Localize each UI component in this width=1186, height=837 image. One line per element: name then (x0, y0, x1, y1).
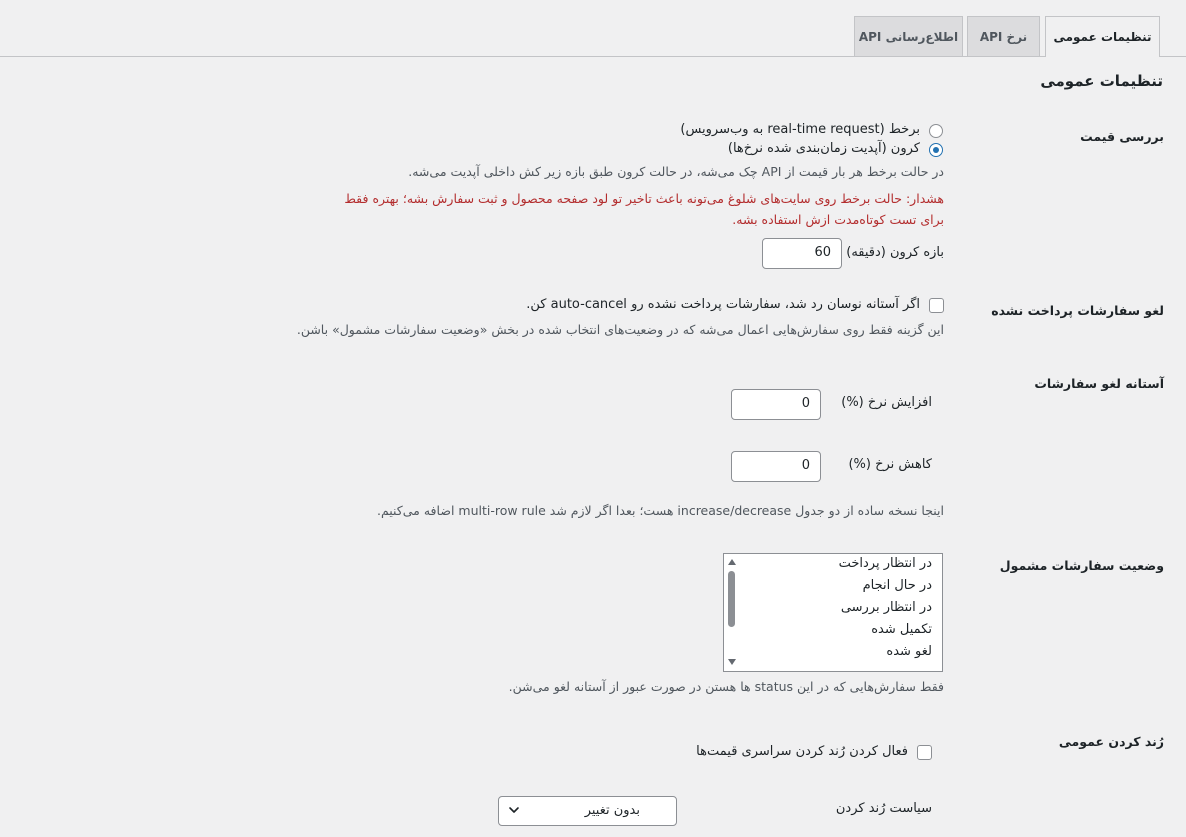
price-check-warning-line2: برای تست کوتاه‌مدت ازش استفاده بشه. (732, 212, 944, 227)
tab-rate-api[interactable]: API نرخ (967, 16, 1040, 56)
cron-interval-label: بازه کرون (دقیقه) (846, 245, 944, 260)
scroll-up-icon[interactable] (728, 559, 736, 565)
global-rounding-checkbox-label[interactable]: فعال کردن رُند کردن سراسری قیمت‌ها (696, 744, 908, 759)
price-check-description: در حالت برخط هر بار قیمت از API چک می‌شه، در حالت کرون طبق بازه زیر کش داخلی آپدیت می‌شه. (408, 164, 944, 179)
unpaid-cancel-description: این گزینه فقط روی سفارش‌هایی اعمال می‌شه که در وضعیت‌های انتخاب شده در بخش «وضعیت سفارشات مشمول» باشن. (296, 322, 944, 337)
rounding-label: رُند کردن عمومی (1058, 734, 1164, 749)
statuses-label: وضعیت سفارشات مشمول (999, 558, 1164, 573)
auto-cancel-checkbox[interactable] (929, 298, 944, 313)
unpaid-cancel-label: لغو سفارشات پرداخت نشده (991, 303, 1164, 318)
cron-interval-input[interactable]: 60 (762, 238, 842, 269)
price-check-warning-line1: هشدار: حالت برخط روی سایت‌های شلوغ می‌تونه باعث تاخیر تو لود صفحه محصول و ثبت سفارش بشه؛ بهتره فقط (344, 191, 944, 206)
price-check-label: بررسی قیمت (1080, 129, 1164, 144)
cron-option-label[interactable]: کرون (آپدیت زمان‌بندی شده نرخ‌ها) (727, 141, 920, 156)
page-title: تنظیمات عمومی (1040, 72, 1163, 90)
realtime-option-label[interactable]: برخط (real-time request به وب‌سرویس) (680, 122, 920, 137)
chevron-down-icon (508, 804, 520, 816)
threshold-description: اینجا نسخه ساده از دو جدول increase/decrease هست؛ بعدا اگر لازم شد multi-row rule اضافه می‌کنیم. (376, 503, 944, 518)
listbox-scrollbar[interactable] (724, 554, 738, 671)
rounding-policy-select[interactable] (498, 796, 677, 826)
statuses-multiselect[interactable] (723, 553, 943, 672)
status-option[interactable]: لغو شده (886, 644, 932, 659)
statuses-description: فقط سفارش‌هایی که در این status ها هستن در صورت عبور از آستانه لغو می‌شن. (508, 679, 944, 694)
decrease-rate-label: کاهش نرخ (%) (848, 457, 932, 472)
rounding-policy-label: سیاست رُند کردن (835, 801, 932, 816)
realtime-radio[interactable] (929, 124, 943, 138)
auto-cancel-checkbox-label[interactable]: اگر آستانه نوسان رد شد، سفارشات پرداخت نشده رو auto-cancel کن. (526, 297, 920, 312)
global-rounding-checkbox[interactable] (917, 745, 932, 760)
rounding-policy-value: بدون تغییر (584, 803, 640, 818)
tabs-divider (0, 56, 1186, 57)
status-option[interactable]: در حال انجام (862, 578, 932, 593)
status-option[interactable]: در انتظار پرداخت (838, 556, 932, 571)
threshold-label: آستانه لغو سفارشات (1034, 376, 1164, 391)
scroll-thumb[interactable] (728, 571, 735, 627)
scroll-down-icon[interactable] (728, 659, 736, 665)
status-option[interactable]: در انتظار بررسی (840, 600, 932, 615)
cron-radio[interactable] (929, 143, 943, 157)
increase-rate-label: افزایش نرخ (%) (841, 395, 932, 410)
tab-notification-api[interactable]: API اطلاع‌رسانی (854, 16, 963, 56)
tab-general-settings[interactable]: تنظیمات عمومی (1045, 16, 1160, 57)
decrease-rate-input[interactable]: 0 (731, 451, 821, 482)
status-option[interactable]: تکمیل شده (871, 622, 932, 637)
increase-rate-input[interactable]: 0 (731, 389, 821, 420)
